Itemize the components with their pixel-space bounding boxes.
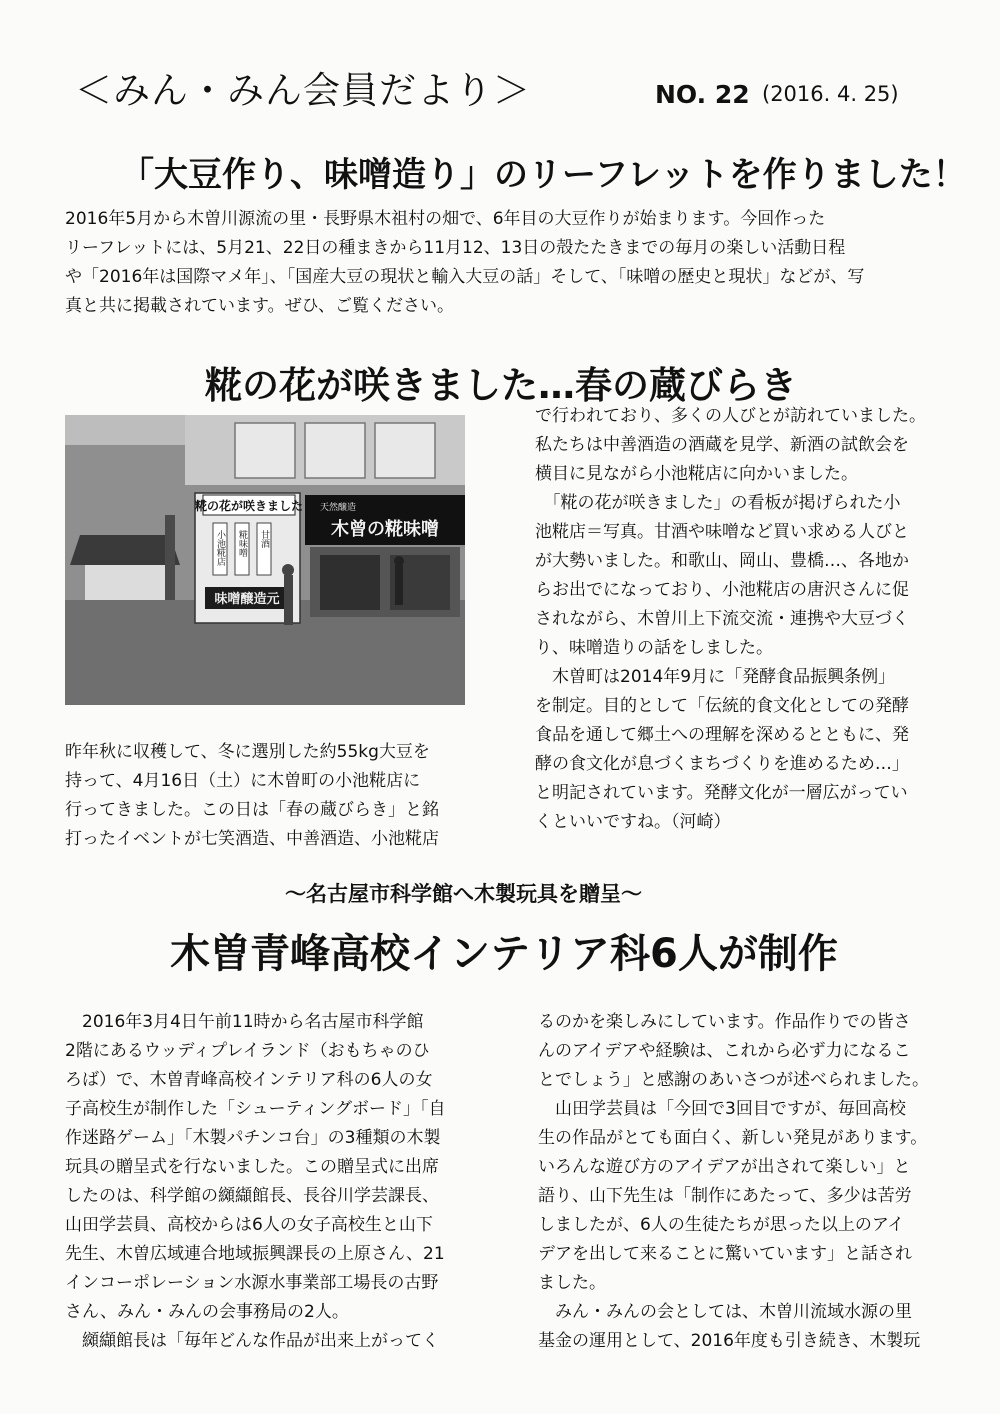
photo-sign-pole-1: 小池糀店 bbox=[215, 530, 225, 566]
koji-article-left-column: 昨年秋に収穫して、冬に選別した約55kg大豆を 持って、4月16日（土）に木曽町の小池糀店に 行ってきました。この日は「春の蔵びらき」と銘 打ったイベントが七笑酒造、中善酒造、小池糀店 bbox=[65, 742, 439, 849]
school-subheadline: ～名古屋市科学館へ木製玩具を贈呈～ bbox=[285, 882, 642, 906]
school-headline: 木曽青峰高校インテリア科6人が制作 bbox=[170, 931, 838, 977]
koji-article-right-column: で行われており、多くの人びとが訪れていました。 私たちは中善酒造の酒蔵を見学、新酒の試飲会を 横目に見ながら小池糀店に向かいました。 「糀の花が咲きました」の看板が掲げられた小 池糀店＝写真。甘酒や味噌など買い求める人びと が大勢いました。和歌山、岡山、豊橋…、各地か らお出でになっており、小池糀店の唐沢さんに促 されながら、木曽川上下流交流・連携や大豆づく り、味噌造りの話をしました。 木曽町は2014年9月に「発酵食品振興条例」 を制定。目的として「伝統的食文化としての発酵 食品を通して郷土への理解を深めるとともに、発 酵の食文化が息づくまちづくりを進めるため…」 と明記されています。発酵文化が一層広がってい くといいですね。（河崎） bbox=[535, 406, 926, 832]
photo-sign-banner: 糀の花が咲きました bbox=[194, 499, 304, 513]
koji-headline: 糀の花が咲きました…春の蔵びらき bbox=[205, 364, 797, 407]
issue-date: (2016. 4. 25) bbox=[762, 82, 899, 106]
leaflet-article-text: 2016年5月から木曽川源流の里・長野県木祖村の畑で、6年目の大豆作りが始まります。今回作った リーフレットには、5月21、22日の種まきから11月12、13日の殻たたきまでの毎月の楽しい活動日程 や「2016年は国際マメ年」、「国産大豆の現状と輸入大豆の話」そして、「味噌の歴史と現状」などが、写 真と共に掲載されています。ぜひ、ご覧ください。 bbox=[65, 209, 865, 316]
photo-sign-store: 木曾の糀味噌 bbox=[331, 519, 439, 540]
photo-sign-pole-3: 甘酒 bbox=[259, 530, 269, 548]
photo-sign-counter: 味噌醸造元 bbox=[214, 592, 280, 607]
photo-sign-pole-2: 糀味噌 bbox=[237, 530, 247, 557]
newsletter-title: ＜みん・みん会員だより＞ bbox=[75, 69, 531, 112]
school-article-left-column: 2016年3月4日午前11時から名古屋市科学館 2階にあるウッディプレイランド（おもちゃのひ ろば）で、木曽青峰高校インテリア科の6人の女 子高校生が制作した「シューティングボード」「自 作迷路ゲーム」「木製パチンコ台」の3種類の木製 玩具の贈呈式を行ないました。この贈呈式に出席 したのは、科学館の纐纈館長、長谷川学芸課長、 山田学芸員、高校からは6人の女子高校生と山下 先生、木曽広域連合地域振興課長の上原さん、21 インコーポレーション水源水事業部工場長の古野 さん、みん・みんの会事務局の2人。 纐纈館長は「毎年どんな作品が出来上がってく bbox=[65, 1012, 446, 1351]
leaflet-headline: 「大豆作り、味噌造り」のリーフレットを作りました！ bbox=[120, 155, 967, 195]
storefront-photo bbox=[65, 415, 465, 705]
photo-sign-store-small: 天然醸造 bbox=[320, 503, 357, 513]
school-article-right-column: るのかを楽しみにしています。作品作りでの皆さ んのアイデアや経験は、これから必ず力になるこ とでしょう」と感謝のあいさつが述べられました。 山田学芸員は「今回で3回目ですが、毎回高校 生の作品がとても面白く、新しい発見があります。 いろんな遊び方のアイデアが出されて楽しい」と 語り、山下先生は「制作にあたって、多少は苦労 しましたが、6人の生徒たちが思った以上のアイ デアを出して来ることに驚いています」と話され ました。 みん・みんの会としては、木曽川流域水源の里 基金の運用として、2016年度も引き続き、木製玩 bbox=[538, 1012, 929, 1351]
issue-number: NO. 22 bbox=[655, 80, 750, 109]
